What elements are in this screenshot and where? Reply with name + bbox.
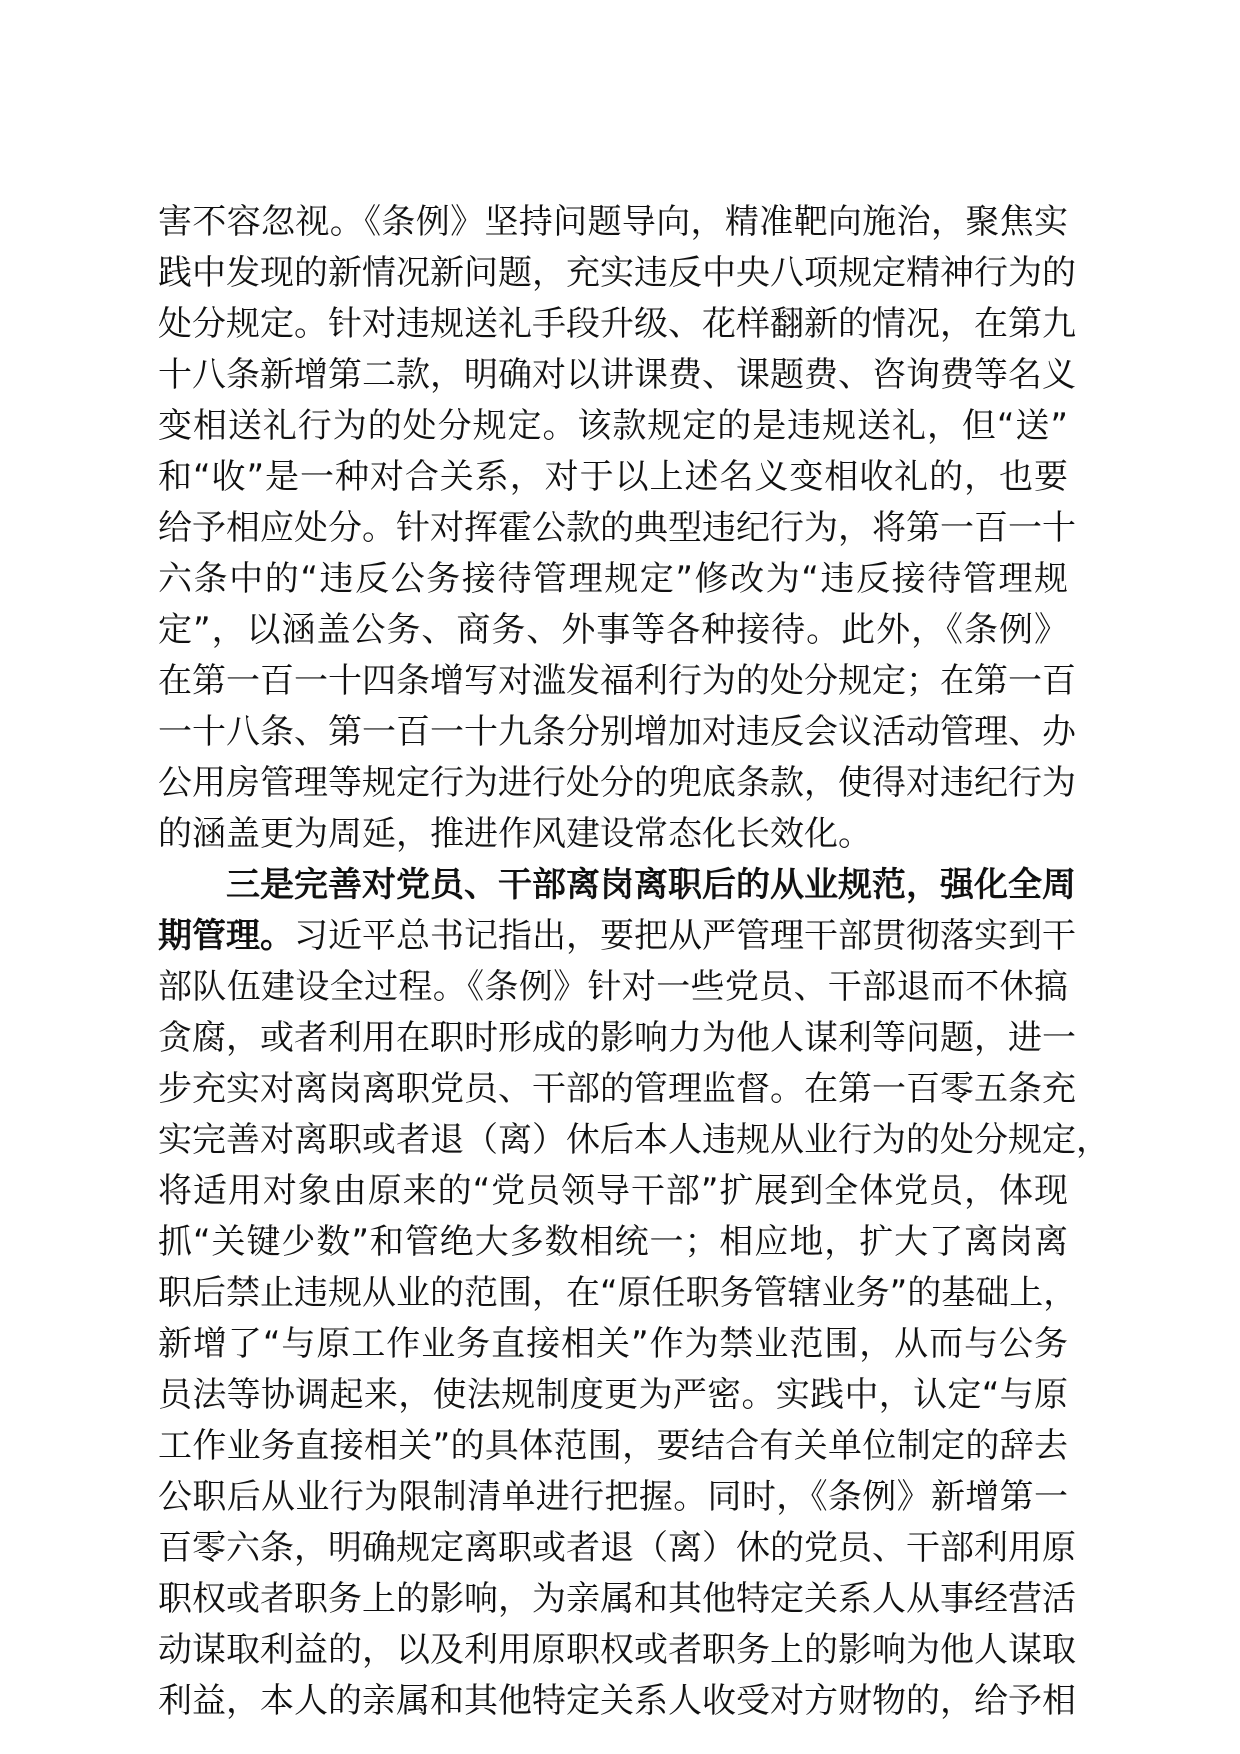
text-line: 公职后从业行为限制清单进行把握。同时，《条例》新增第一 (158, 1477, 1068, 1517)
text-line: 将适用对象由原来的“党员领导干部”扩展到全体党员，体现 (158, 1171, 1068, 1211)
text-line: 践中发现的新情况新问题，充实违反中央八项规定精神行为的 (158, 253, 1076, 293)
text-line: 利益，本人的亲属和其他特定关系人收受对方财物的，给予相 (158, 1681, 1076, 1721)
text-line: 和“收”是一种对合关系，对于以上述名义变相收礼的，也要 (158, 457, 1068, 497)
text-line: 在第一百一十四条增写对滥发福利行为的处分规定；在第一百 (158, 661, 1076, 701)
text-line: 一十八条、第一百一十九条分别增加对违反会议活动管理、办 (158, 712, 1076, 752)
text-run: 习近平总书记指出，要把从严管理干部贯彻落实到干 (294, 916, 1076, 956)
text-line: 员法等协调起来，使法规制度更为严密。实践中，认定“与原 (158, 1375, 1068, 1415)
text-line: 十八条新增第二款，明确对以讲课费、课题费、咨询费等名义 (158, 355, 1076, 395)
text-line: 定”，以涵盖公务、商务、外事等各种接待。此外，《条例》 (158, 610, 1068, 650)
section-heading: 三是完善对党员、干部离岗离职后的从业规范，强化全周 (226, 865, 1076, 905)
text-line: 变相送礼行为的处分规定。该款规定的是违规送礼，但“送” (158, 406, 1068, 446)
text-line: 的涵盖更为周延，推进作风建设常态化长效化。 (158, 814, 872, 854)
text-line: 职后禁止违规从业的范围，在“原任职务管辖业务”的基础上， (158, 1273, 1078, 1313)
text-line (158, 911, 1076, 962)
text-line: 贪腐，或者利用在职时形成的影响力为他人谋利等问题，进一 (158, 1018, 1076, 1058)
text-line: 实完善对离职或者退（离）休后本人违规从业行为的处分规定， (158, 1120, 1110, 1160)
text-line: 害不容忽视。《条例》坚持问题导向，精准靶向施治，聚焦实 (158, 202, 1068, 242)
text-line: 给予相应处分。针对挥霍公款的典型违纪行为，将第一百一十 (158, 508, 1076, 548)
text-line: 工作业务直接相关”的具体范围，要结合有关单位制定的辞去 (158, 1426, 1068, 1466)
text-line: 部队伍建设全过程。《条例》针对一些党员、干部退而不休搞 (158, 967, 1068, 1007)
text-line: 动谋取利益的，以及利用原职权或者职务上的影响为他人谋取 (158, 1630, 1076, 1670)
text-line: 六条中的“违反公务接待管理规定”修改为“违反接待管理规 (158, 559, 1068, 599)
paragraph-1 (158, 197, 1076, 860)
text-line: 步充实对离岗离职党员、干部的管理监督。在第一百零五条充 (158, 1069, 1076, 1109)
section-heading-end: 期管理。 (158, 916, 294, 956)
document-body (158, 197, 1110, 1727)
text-line: 公用房管理等规定行为进行处分的兜底条款，使得对违纪行为 (158, 763, 1076, 803)
text-line: 职权或者职务上的影响，为亲属和其他特定关系人从事经营活 (158, 1579, 1076, 1619)
text-line: 抓“关键少数”和管绝大多数相统一；相应地，扩大了离岗离 (158, 1222, 1068, 1262)
text-line: 百零六条，明确规定离职或者退（离）休的党员、干部利用原 (158, 1528, 1076, 1568)
text-line: 新增了“与原工作业务直接相关”作为禁业范围，从而与公务 (158, 1324, 1068, 1364)
text-line: 处分规定。针对违规送礼手段升级、花样翻新的情况，在第九 (158, 304, 1076, 344)
paragraph-2 (158, 860, 1110, 1727)
